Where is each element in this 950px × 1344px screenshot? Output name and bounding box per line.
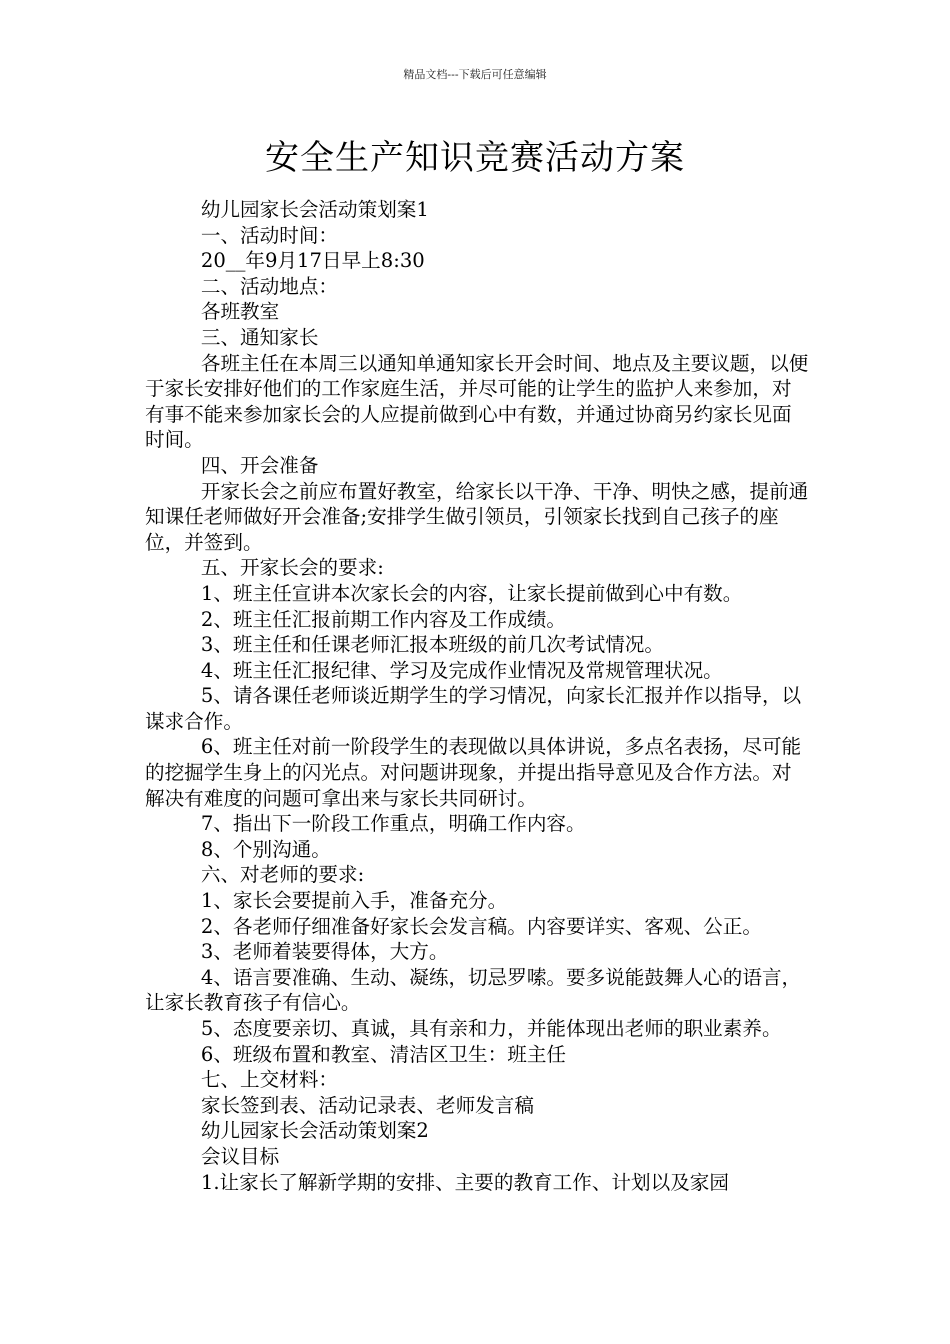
paragraph: 三、通知家长: [200, 325, 319, 349]
paragraph: 3、老师着装要得体，大方。: [200, 940, 449, 964]
paragraph: 六、对老师的要求:: [200, 863, 365, 887]
paragraph: 4、班主任汇报纪律、学习及完成作业情况及常规管理状况。: [200, 658, 723, 682]
paragraph: 1、家长会要提前入手，准备充分。: [200, 889, 508, 913]
paragraph: 会议目标: [200, 1144, 280, 1168]
header-note: 精品文档---下载后可任意编辑: [403, 68, 547, 81]
paragraph: 四、开会准备: [200, 453, 319, 477]
paragraph: 各班主任在本周三以通知单通知家长开会时间、地点及主要议题，以便于家长安排好他们的工作家庭生活，并尽可能的让学生的监护人来参加，对有事不能来参加家长会的人应提前做到心中有数，并通过协商另约家长见面时间。: [145, 351, 809, 452]
paragraph: 1.让家长了解新学期的安排、主要的教育工作、计划以及家园: [200, 1170, 729, 1194]
paragraph: 五、开家长会的要求:: [200, 556, 384, 580]
paragraph: 幼儿园家长会活动策划案2: [200, 1119, 429, 1143]
paragraph: 6、班级布置和教室、清洁区卫生：班主任: [200, 1042, 567, 1066]
paragraph: 二、活动地点：: [200, 274, 339, 298]
paragraph: 家长签到表、活动记录表、老师发言稿: [200, 1093, 534, 1117]
paragraph: 8、个别沟通。: [200, 837, 331, 861]
paragraph: 5、请各课任老师谈近期学生的学习情况，向家长汇报并作以指导，以谋求合作。: [145, 684, 802, 733]
paragraph: 4、语言要准确、生动、凝练，切忌罗嗦。要多说能鼓舞人心的语言，让家长教育孩子有信心。: [145, 965, 802, 1015]
paragraph: 2、班主任汇报前期工作内容及工作成绩。: [200, 607, 567, 631]
paragraph: 幼儿园家长会活动策划案1: [200, 198, 429, 221]
paragraph: 6、班主任对前一阶段学生的表现做以具体讲说，多点名表扬，尽可能的挖掘学生身上的闪光点。对问题讲现象，并提出指导意见及合作方法。对解决有难度的问题可拿出来与家长共同研讨。: [145, 735, 802, 810]
paragraph: 各班教室: [200, 300, 280, 324]
paragraph: 2、各老师仔细准备好家长会发言稿。内容要详实、客观、公正。: [200, 914, 762, 938]
paragraph: 3、班主任和任课老师汇报本班级的前几次考试情况。: [200, 633, 664, 657]
paragraph: 7、指出下一阶段工作重点，明确工作内容。: [200, 812, 586, 836]
paragraph: 开家长会之前应布置好教室，给家长以干净、干净、明快之感，提前通知课任老师做好开会准备;安排学生做引领员，引领家长找到自己孩子的座位，并签到。: [145, 479, 809, 554]
paragraph: 5、态度要亲切、真诚，具有亲和力，并能体现出老师的职业素养。: [200, 1017, 782, 1040]
paragraph: 20__年9月17日早上8:30: [200, 249, 425, 273]
document-title: 安全生产知识竞赛活动方案: [265, 138, 685, 178]
paragraph: 1、班主任宣讲本次家长会的内容，让家长提前做到心中有数。: [200, 581, 743, 605]
document-body: [145, 197, 810, 1195]
paragraph: 一、活动时间：: [200, 223, 339, 247]
paragraph: 七、上交材料：: [200, 1068, 339, 1092]
